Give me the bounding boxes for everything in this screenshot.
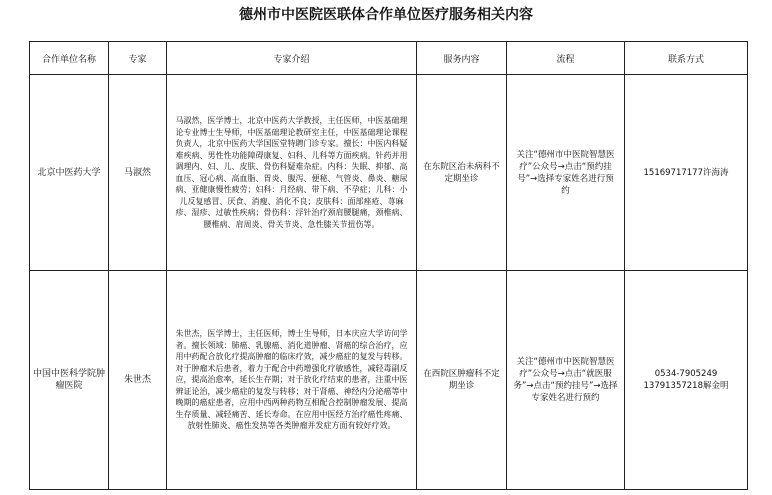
contact-mobile: 13791357218解金明 [643, 381, 729, 391]
unit-cell: 北京中医药大学 [30, 75, 109, 271]
flow-cell: 关注“德州市中医院智慧医疗”公众号→点击“就医服务”→点击“预约挂号”→选择专家姓名进行预约 [507, 271, 625, 490]
flow-cell: 关注“德州市中医院智慧医疗”公众号→点击“预约挂号”→选择专家姓名进行预约 [507, 75, 625, 271]
service-cell: 在西院区肿瘤科不定期坐诊 [417, 271, 507, 490]
intro-cell: 马淑然，医学博士，北京中医药大学教授，主任医师，中医基础理论专业博士生导师，中医基础理论教研室主任，中医基础理论课程负责人，北京中医药大学国医堂特聘门诊专家。擅长：中医内科疑难疾病、男性性功能障碍康复、妇科、儿科等方面疾病。针药并用调理内、妇、儿、皮肤、骨伤科疑难杂症。内科：失眠、抑郁、高血压、冠心病、高血脂、胃炎、腹泻、便秘、气管炎、鼻炎、糖尿病、亚健康慢性疲劳；妇科：月经病、带下病、不孕症；儿科：小儿反复感冒、厌食、消瘦、消化不良；皮肤科：面部痤疮、荨麻疹、湿疹、过敏性疾病；骨伤科：浮针治疗颈肩腰腿痛，颈椎病、腰椎病、肩周炎、骨关节炎、急性膝关节扭伤等。 [167, 75, 417, 271]
table-row [30, 271, 748, 490]
page-title: 德州市中医院医联体合作单位医疗服务相关内容 [239, 7, 533, 23]
intro-cell: 朱世杰，医学博士，主任医师，博士生导师，日本庆应大学访问学者。擅长领域：肺癌、乳腺癌、消化道肿瘤、肾癌的综合治疗，应用中药配合放化疗提高肿瘤的临床疗效，减少癌症的复发与转移。对于肿瘤术后患者，着力于配合中药增强化疗敏感性，减轻毒副反应，提高治愈率，延长生存期；对于放化疗结束的患者，注重中医辨证论治，减少癌症的复发与转移；对于肾癌、神经内分泌癌等中晚期的癌症患者，应用中西两种药物互相配合控制肿瘤发展、提高生存质量、减轻痛苦、延长寿命。在应用中医经方治疗癌性疼痛、放射性肺炎、癌性发热等各类肿瘤并发症方面有较好疗效。 [167, 271, 417, 490]
header-expert: 专家 [109, 42, 167, 75]
table-row [30, 75, 748, 271]
expert-cell: 朱世杰 [109, 271, 167, 490]
table-header-row [30, 42, 748, 75]
header-flow: 流程 [507, 42, 625, 75]
contact-cell: 15169717177许海涛 [625, 75, 748, 271]
header-contact: 联系方式 [625, 42, 748, 75]
header-unit: 合作单位名称 [30, 42, 109, 75]
expert-cell: 马淑然 [109, 75, 167, 271]
service-cell: 在东院区治未病科不定期坐诊 [417, 75, 507, 271]
header-service: 服务内容 [417, 42, 507, 75]
contact-cell [625, 271, 748, 490]
contact-phone: 0534-7905249 [654, 369, 718, 379]
unit-cell: 中国中医科学院肿瘤医院 [30, 271, 109, 490]
header-intro: 专家介绍 [167, 42, 417, 75]
service-table [29, 41, 748, 490]
